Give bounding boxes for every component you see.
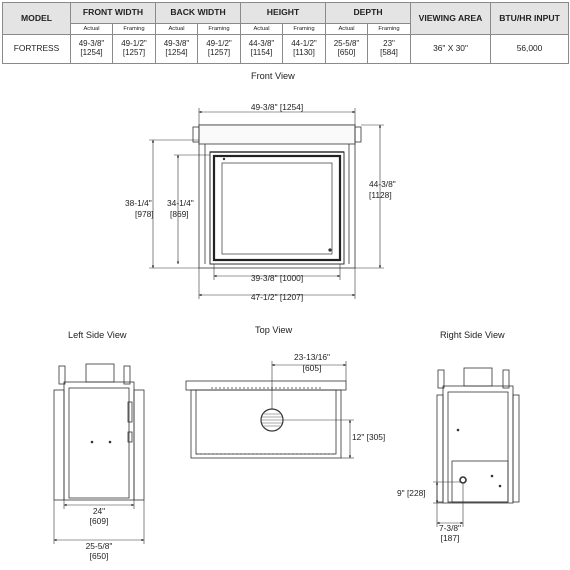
top-depth-label: 12" [305] [352,432,386,442]
front-top-width-label: 49-3/8" [1254] [250,102,304,112]
front-view-title: Front View [251,71,295,81]
front-outer-width-label: 47-1/2" [1207] [250,292,304,302]
front-height-inner-mm: [869] [170,209,189,219]
front-height-inner-label: 34-1/4" [167,198,194,208]
sub-framing: Framing [113,24,156,35]
left-side-view-drawing [54,364,144,500]
header-btu: BTU/HR INPUT [491,3,569,35]
top-offset-mm: [605] [302,363,322,373]
right-side-view-title: Right Side View [440,330,505,340]
header-depth: DEPTH [326,3,411,24]
sub-actual: Actual [326,24,368,35]
left-depth-inner-mm: [609] [89,516,109,526]
cell-back-framing: 49-1/2" [1257] [198,35,241,64]
top-view-dimensions [272,361,354,458]
cell-viewing-area: 36" X 30" [411,35,491,64]
front-height-outer-mm: [978] [135,209,154,219]
header-back-width: BACK WIDTH [156,3,241,24]
sub-actual: Actual [71,24,113,35]
cell-front-framing: 49-1/2" [1257] [113,35,156,64]
top-view-drawing [186,381,346,458]
sub-framing: Framing [283,24,326,35]
front-height-outer-label: 38-1/4" [125,198,152,208]
sub-framing: Framing [368,24,411,35]
vent-icon [261,414,283,426]
sub-framing: Framing [198,24,241,35]
sub-actual: Actual [241,24,283,35]
cell-depth-actual: 25-5/8" [650] [326,35,368,64]
left-depth-outer-label: 25-5/8" [85,541,113,551]
left-side-view-title: Left Side View [68,330,127,340]
right-offset-mm: [187] [440,533,460,543]
left-depth-inner-label: 24" [92,506,106,516]
right-side-view-drawing [437,368,519,503]
left-depth-outer-mm: [650] [89,551,109,561]
cell-btu: 56,000 [491,35,569,64]
top-view-title: Top View [255,325,293,335]
front-height-right-label: 44-3/8" [369,179,396,189]
right-offset-label: 7-3/8" [438,523,462,533]
right-height-label: 9" [228] [397,488,426,498]
front-height-right-mm: [1128] [369,190,392,200]
front-inner-width-label: 39-3/8" [1000] [250,273,304,283]
header-height: HEIGHT [241,3,326,24]
cell-height-framing: 44-1/2" [1130] [283,35,326,64]
front-view-drawing [193,125,361,268]
top-offset-label: 23-13/16" [293,352,331,362]
header-front-width: FRONT WIDTH [71,3,156,24]
cell-back-actual: 49-3/8" [1254] [156,35,198,64]
sub-actual: Actual [156,24,198,35]
header-model: MODEL [3,3,71,35]
header-viewing-area: VIEWING AREA [411,3,491,35]
cell-depth-framing: 23" [584] [368,35,411,64]
cell-front-actual: 49-3/8" [1254] [71,35,113,64]
cell-model: FORTRESS [3,35,71,64]
cell-height-actual: 44-3/8" [1154] [241,35,283,64]
